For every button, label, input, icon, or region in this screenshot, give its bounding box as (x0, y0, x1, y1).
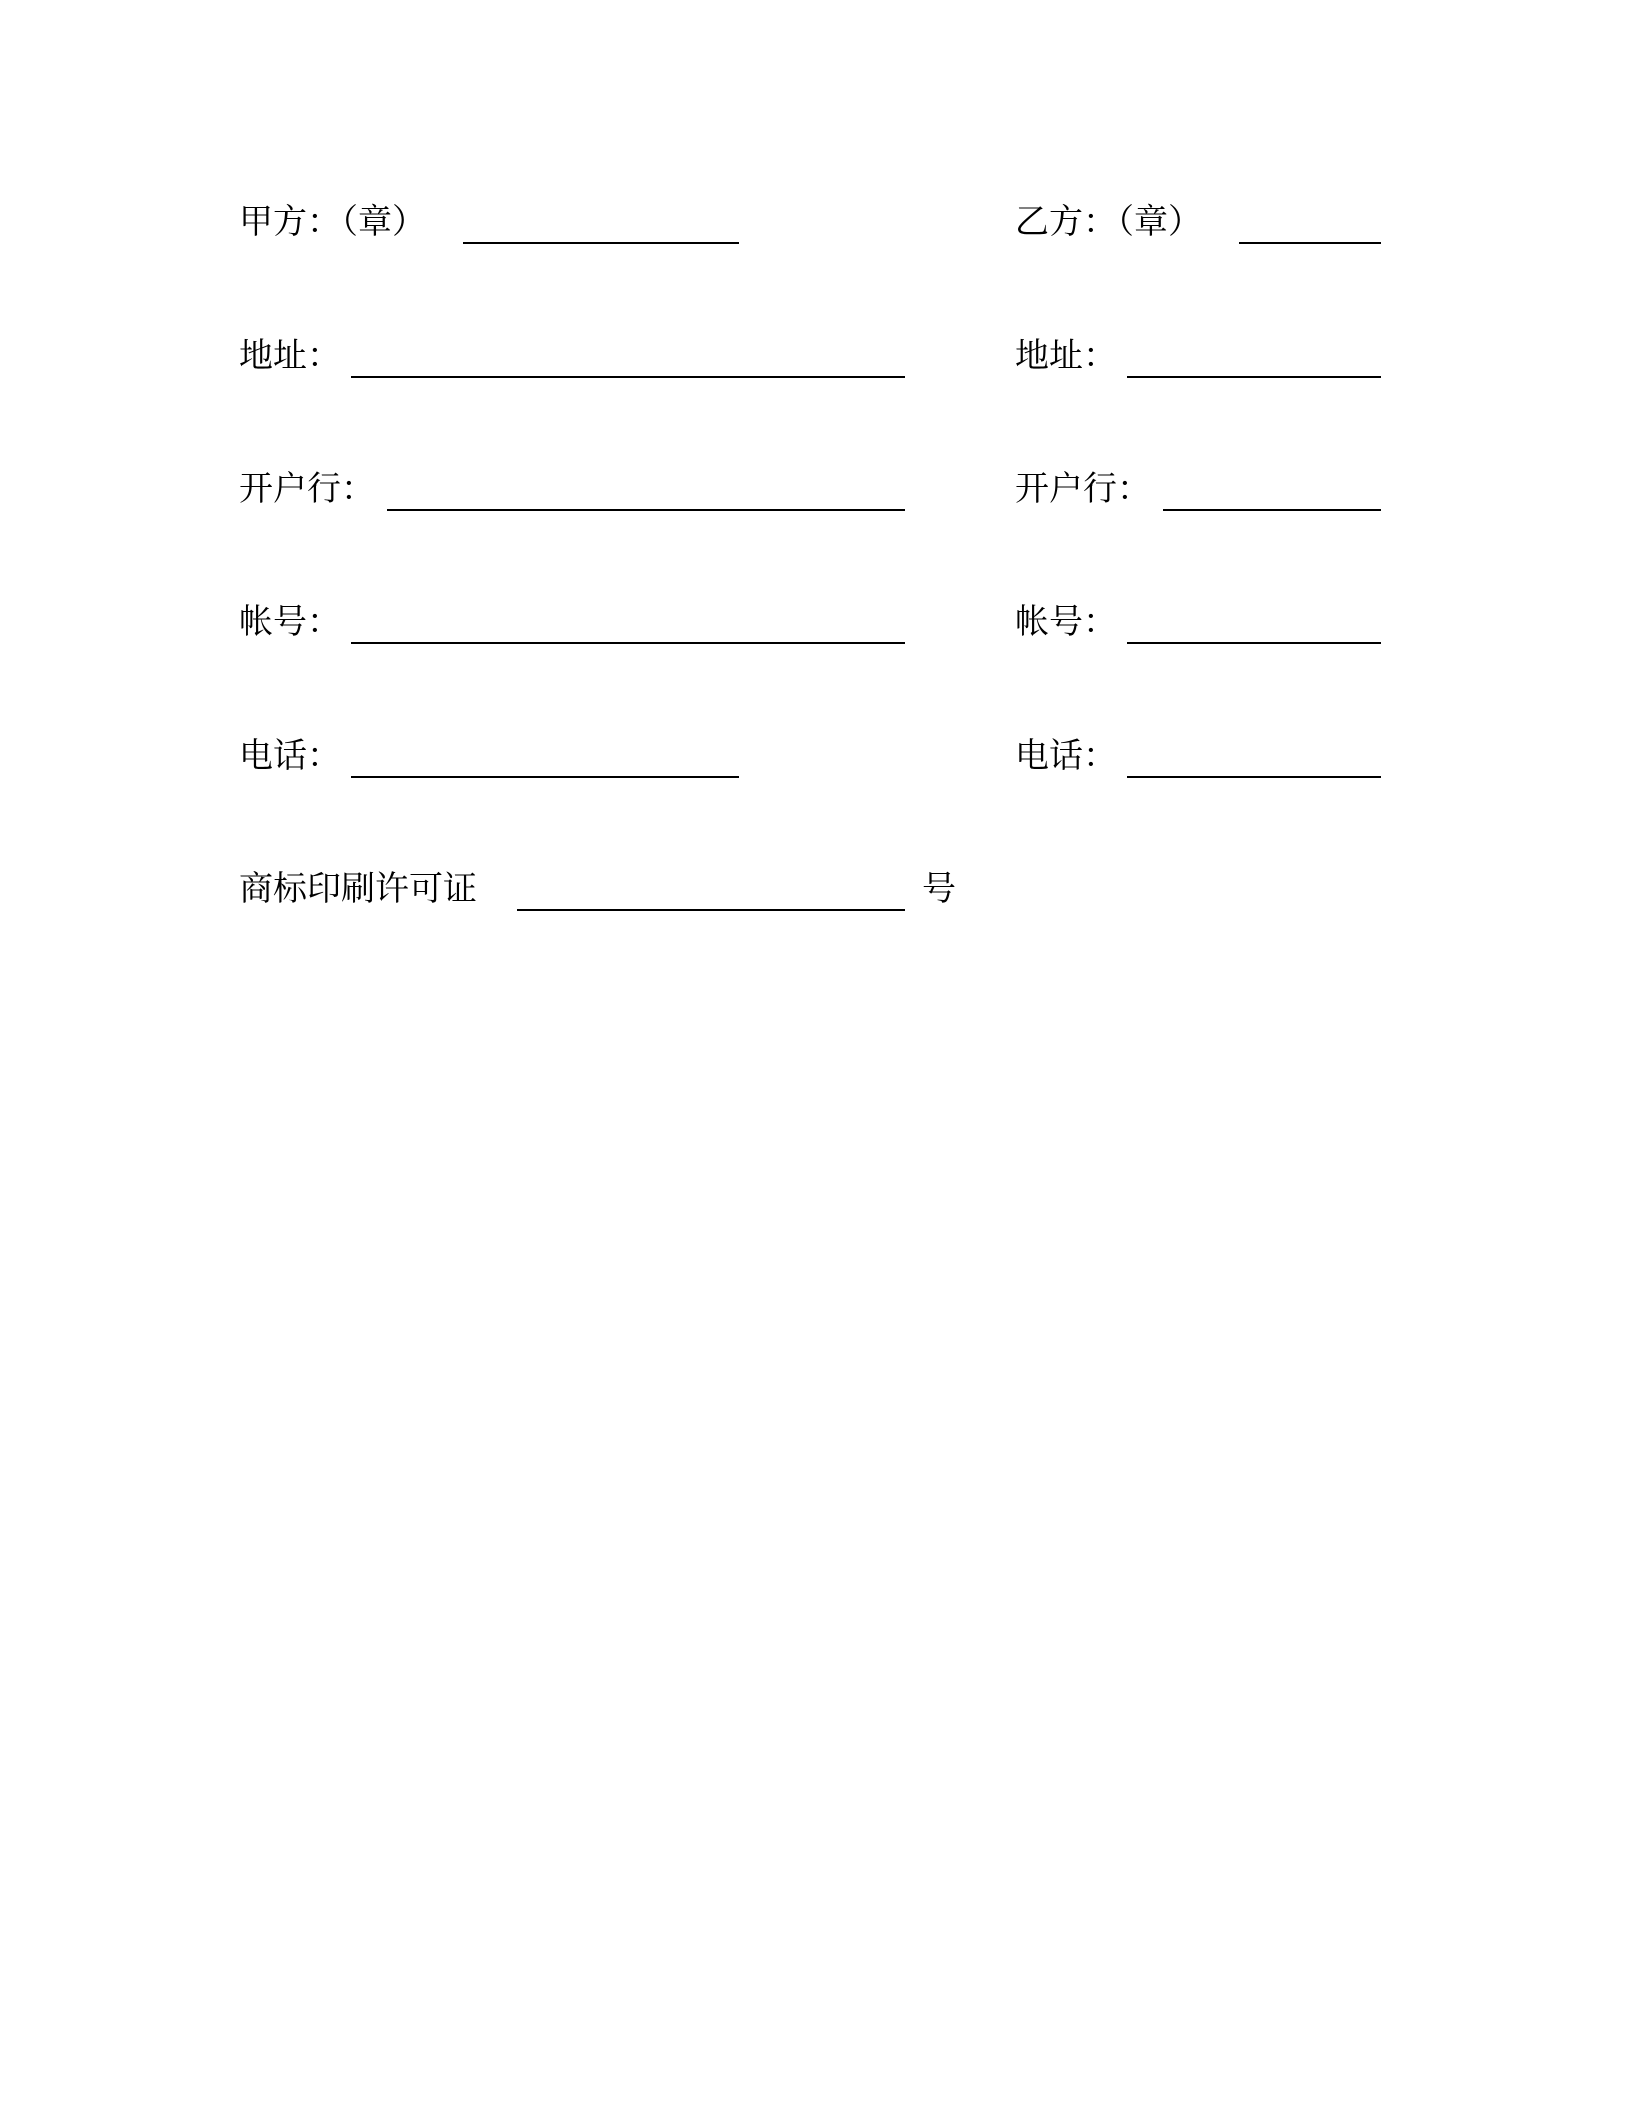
party-a-seal-label: 甲方：（章） (239, 202, 426, 242)
party-a-bank-blank[interactable] (387, 509, 905, 511)
party-a-seal-field (239, 198, 739, 258)
party-a-bank-label: 开户行： (239, 469, 375, 509)
license-field (239, 865, 959, 925)
party-b-account-field (1015, 598, 1381, 658)
party-a-address-label: 地址： (239, 336, 341, 376)
party-a-bank-field (239, 465, 909, 525)
party-b-bank-label: 开户行： (1015, 469, 1151, 509)
party-b-account-blank[interactable] (1127, 642, 1381, 644)
party-a-address-blank[interactable] (351, 376, 905, 378)
party-b-address-blank[interactable] (1127, 376, 1381, 378)
party-a-phone-field (239, 732, 739, 792)
party-b-seal-field (1015, 198, 1381, 258)
party-a-phone-label: 电话： (239, 736, 341, 776)
party-b-bank-field (1015, 465, 1381, 525)
party-b-phone-field (1015, 732, 1381, 792)
party-a-seal-blank[interactable] (463, 242, 739, 244)
license-number-blank[interactable] (517, 909, 905, 911)
party-b-address-label: 地址： (1015, 336, 1117, 376)
party-b-account-label: 帐号： (1015, 602, 1117, 642)
party-b-phone-label: 电话： (1015, 736, 1117, 776)
party-b-seal-label: 乙方：（章） (1015, 202, 1202, 242)
party-a-address-field (239, 332, 909, 392)
party-a-account-blank[interactable] (351, 642, 905, 644)
party-b-bank-blank[interactable] (1163, 509, 1381, 511)
license-suffix: 号 (922, 869, 956, 909)
party-b-seal-blank[interactable] (1239, 242, 1381, 244)
party-a-phone-blank[interactable] (351, 776, 739, 778)
party-b-address-field (1015, 332, 1381, 392)
license-label: 商标印刷许可证 (239, 869, 477, 909)
party-a-account-label: 帐号： (239, 602, 341, 642)
party-a-account-field (239, 598, 909, 658)
party-b-phone-blank[interactable] (1127, 776, 1381, 778)
